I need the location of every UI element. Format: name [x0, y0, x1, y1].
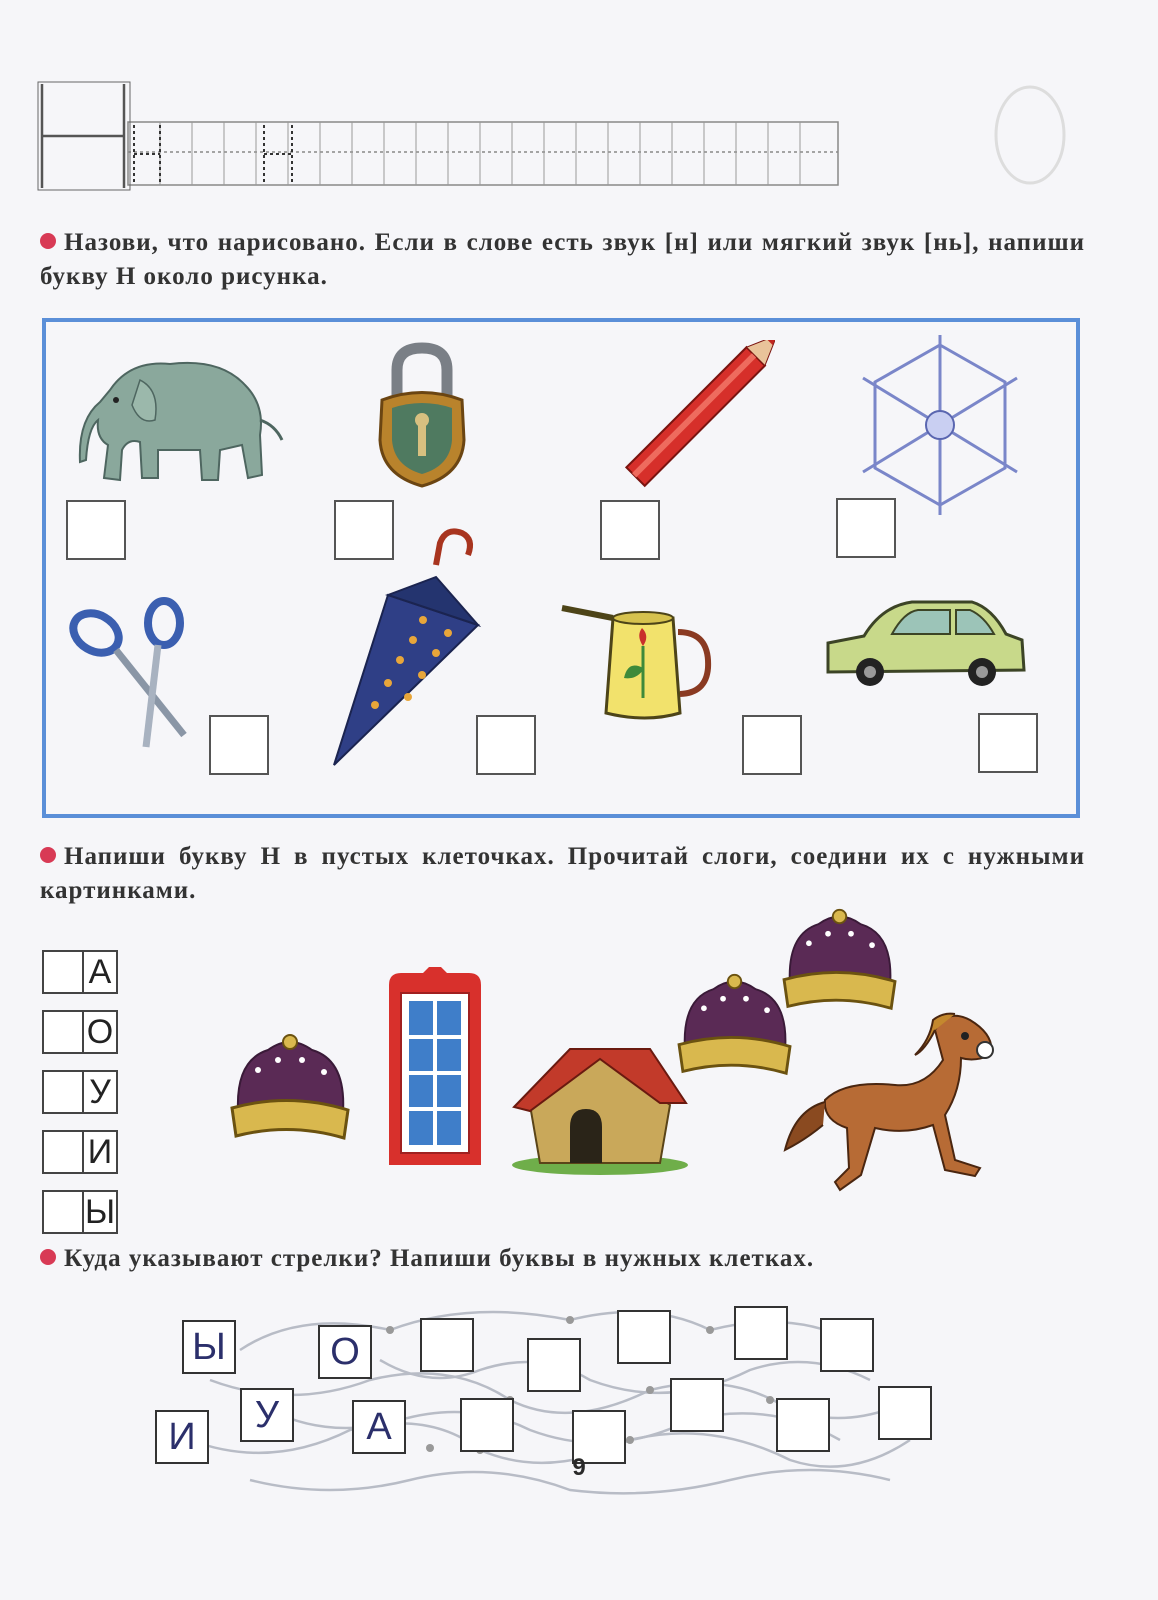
maze-answer-box[interactable] [878, 1386, 932, 1440]
empty-cell[interactable] [44, 1072, 84, 1112]
umbrella-icon [328, 525, 488, 770]
pencil-icon [605, 340, 775, 510]
answer-box-snowflake[interactable] [836, 498, 896, 558]
answer-box-watering-can[interactable] [742, 715, 802, 775]
answer-box-pencil[interactable] [600, 500, 660, 560]
watering-can-icon [558, 598, 723, 733]
page-number: 9 [572, 1454, 586, 1481]
padlock-icon [372, 340, 472, 490]
scissors-icon [66, 595, 191, 755]
crown-icon [780, 905, 900, 1015]
task-2-instruction: Напиши букву Н в пустых клеточках. Прочитай слоги, соедини их с нужными картинками. [40, 843, 1085, 904]
bullet-icon [40, 1249, 56, 1265]
maze-answer-box[interactable] [776, 1398, 830, 1452]
maze-letter-box: У [240, 1388, 294, 1442]
car-icon [822, 588, 1030, 693]
empty-cell[interactable] [44, 1012, 84, 1052]
syllable-box-i[interactable]: И [42, 1130, 118, 1174]
maze-letter-box: А [352, 1400, 406, 1454]
answer-box-scissors[interactable] [209, 715, 269, 775]
bullet-icon [40, 847, 56, 863]
answer-box-elephant[interactable] [66, 500, 126, 560]
maze-answer-box[interactable] [617, 1310, 671, 1364]
maze-letter-box: О [318, 1325, 372, 1379]
syllable-box-o[interactable]: О [42, 1010, 118, 1054]
maze-answer-box[interactable] [820, 1318, 874, 1372]
maze-answer-box[interactable] [527, 1338, 581, 1392]
doghouse-icon [510, 1045, 690, 1175]
empty-cell[interactable] [44, 1192, 84, 1232]
answer-box-car[interactable] [978, 713, 1038, 773]
syllable-box-a[interactable]: А [42, 950, 118, 994]
horse-icon [765, 1000, 1005, 1195]
maze-answer-box[interactable] [734, 1306, 788, 1360]
window-icon [385, 965, 485, 1170]
copybook-grid [36, 80, 856, 195]
maze-answer-box[interactable] [670, 1378, 724, 1432]
faint-circle-decoration [990, 80, 1070, 190]
empty-cell[interactable] [44, 1132, 84, 1172]
maze-letter-box: Ы [182, 1320, 236, 1374]
syllable-box-u[interactable]: У [42, 1070, 118, 1114]
syllable-box-y[interactable]: Ы [42, 1190, 118, 1234]
answer-box-umbrella[interactable] [476, 715, 536, 775]
maze-letter-box: И [155, 1410, 209, 1464]
maze-answer-box[interactable] [460, 1398, 514, 1452]
elephant-icon [70, 350, 290, 500]
snowflake-icon [855, 330, 1025, 520]
maze-answer-box[interactable] [420, 1318, 474, 1372]
task-3-instruction: Куда указывают стрелки? Напиши буквы в нужных клетках. [40, 1242, 1085, 1276]
bullet-icon [40, 233, 56, 249]
empty-cell[interactable] [44, 952, 84, 992]
task-1-instruction: Назови, что нарисовано. Если в слове есть звук [н] или мягкий звук [нь], напиши букву Н около рисунка. [40, 229, 1085, 290]
crown-icon [228, 1030, 353, 1145]
copybook-row [36, 80, 856, 195]
